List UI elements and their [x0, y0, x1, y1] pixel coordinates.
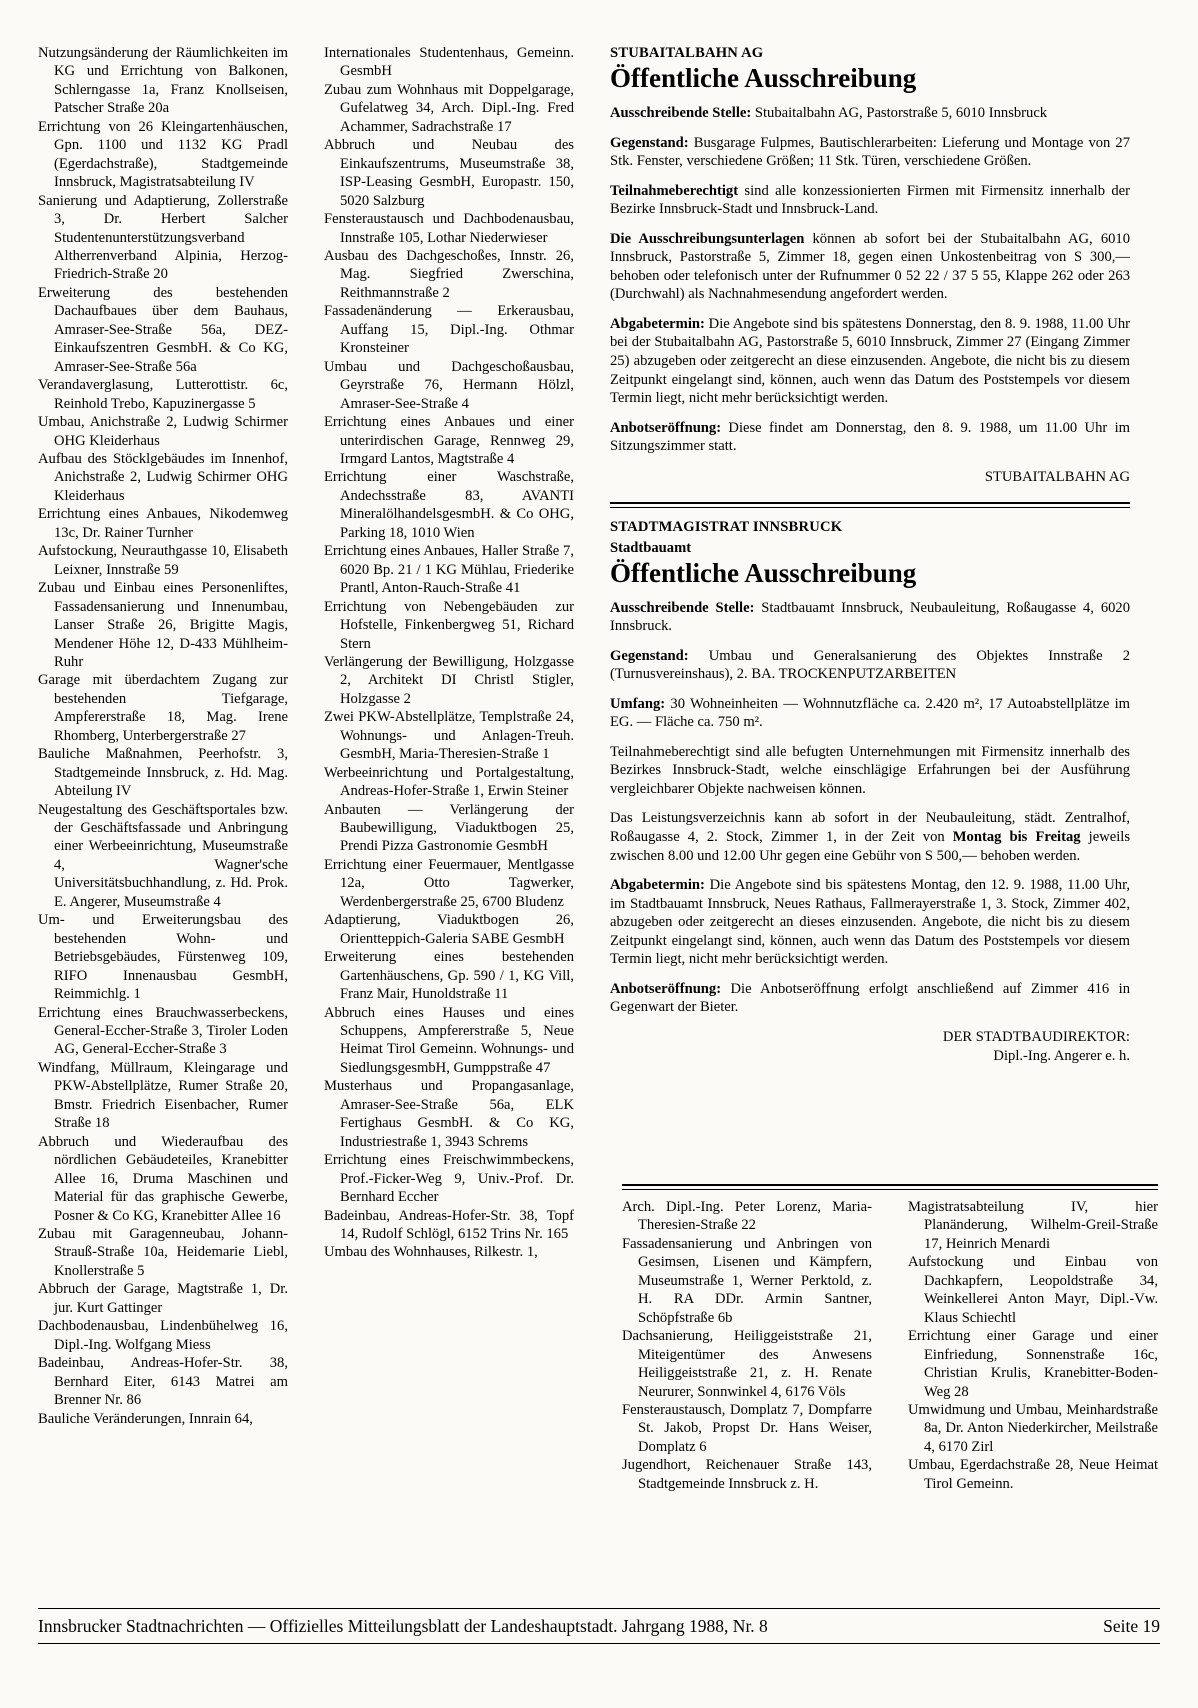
signature-line: DER STADTBAUDIREKTOR:	[942, 1028, 1130, 1045]
list-item: Zubau zum Wohnhaus mit Doppelgarage, Gufelatweg 34, Arch. Dipl.-Ing. Fred Achammer, Sadrachstraße 17	[324, 81, 574, 135]
footer-rule-bottom	[38, 1643, 1160, 1644]
list-item: Zwei PKW-Abstellplätze, Templstraße 24, Wohnungs- und Anlagen-Treuh. GesmbH, Maria-Theresien-Straße 1	[324, 709, 574, 763]
list-item: Abbruch der Garage, Magtstraße 1, Dr. jur. Kurt Gattinger	[38, 1281, 288, 1316]
list-item: Anbauten — Verlängerung der Baubewilligung, Viaduktbogen 25, Prendi Pizza Gastronomie GesmbH	[324, 801, 574, 855]
list-item: Verlängerung der Bewilligung, Holzgasse 2, Architekt DI Christl Stigler, Holzgasse 2	[324, 653, 574, 707]
list-item: Errichtung von 26 Kleingartenhäuschen, Gpn. 1100 und 1132 KG Pradl (Egerdachstraße), Stadtgemeinde Innsbruck, Magistratsabteilung IV	[38, 118, 288, 191]
para-label: Gegenstand:	[610, 134, 689, 151]
para-text: Stubaitalbahn AG, Pastorstraße 5, 6010 Innsbruck	[751, 105, 1048, 122]
list-item: Zubau und Einbau eines Personenliftes, Fassadensanierung und Innenumbau, Lanser Straße 26, Brigitte Magis, Mendener Höhe 12, D-433 Mühlheim-Ruhr	[38, 580, 288, 670]
list-item: Errichtung eines Anbaues, Nikodemweg 13c, Dr. Rainer Turnher	[38, 506, 288, 541]
para-text: Stadtbauamt Innsbruck, Neubauleitung, Roßaugasse 4, 6020 Innsbruck.	[610, 599, 1131, 635]
list-item: Zubau mit Garagenneubau, Johann-Strauß-Straße 10a, Heidemarie Liebl, Knollerstraße 5	[38, 1226, 288, 1279]
notice-paragraph	[610, 876, 1130, 969]
list-item: Errichtung eines Brauchwasserbeckens, General-Eccher-Straße 3, Tiroler Loden AG, General-Eccher-Straße 3	[38, 1004, 288, 1058]
para-label: Abgabetermin:	[610, 877, 705, 894]
page-footer	[38, 1608, 1160, 1644]
notice-paragraph	[610, 743, 1130, 799]
list-item: Aufstockung und Einbau von Dachkapfern, Leopoldstraße 34, Weinkellerei Anton Mayr, Dipl.-Vw. Klaus Schiechtl	[908, 1254, 1158, 1326]
list-item: Umbau und Dachgeschoßausbau, Geyrstraße 76, Hermann Hölzl, Amraser-See-Straße 4	[324, 358, 574, 412]
list-item: Errichtung eines Freischwimmbeckens, Prof.-Ficker-Weg 9, Univ.-Prof. Dr. Bernhard Eccher	[324, 1152, 574, 1206]
notice-org-name: STUBAITALBAHN AG	[610, 45, 764, 61]
list-item: Abbruch eines Hauses und eines Schuppens, Ampfererstraße 5, Neue Heimat Tirol Gemeinn. Wohnungs- und SiedlungsgesmbH, Gumppstraße 47	[324, 1004, 574, 1076]
list-item: Windfang, Müllraum, Kleingarage und PKW-Abstellplätze, Rumer Straße 20, Bmstr. Friedrich Eisenbacher, Rumer Straße 18	[38, 1059, 288, 1132]
list-item: Umwidmung und Umbau, Meinhardstraße 8a, Dr. Anton Niederkircher, Meilstraße 4, 6170 Zirl	[908, 1401, 1158, 1455]
notice-stubaitalbahn	[610, 44, 1130, 486]
notice-paragraph	[610, 695, 1130, 732]
notice-paragraph	[610, 134, 1130, 171]
para-label: Abgabetermin:	[610, 315, 705, 332]
section-divider	[622, 1184, 1158, 1190]
footer-row	[38, 1616, 1160, 1643]
list-item: Errichtung einer Feuermauer, Mentlgasse 12a, Otto Tagwerker, Werdenbergerstraße 25, 6700 Bludenz	[324, 856, 574, 910]
list-item: Erweiterung des bestehenden Dachaufbaues über dem Bauhaus, Amraser-See-Straße 56a, DEZ-Einkaufszentren GesmbH. & Co KG, Amraser-See-Straße 56a	[38, 284, 288, 375]
list-item: Neugestaltung des Geschäftsportales bzw. der Geschäftsfassade und Anbringung einer Werbeeinrichtung, Museumstraße 4, Wagner'sche Universitätsbuchhandlung, z. Hd. Prok. E. Angerer, Museumstraße 4	[38, 801, 288, 910]
list-item: Umbau des Wohnhauses, Rilkestr. 1,	[324, 1244, 538, 1261]
notice-signature-block	[610, 1028, 1130, 1066]
list-item: Erweiterung eines bestehenden Gartenhäuschens, Gp. 590 / 1, KG Vill, Franz Mair, Hunoldstraße 11	[324, 949, 574, 1003]
list-item: Aufstockung, Neurauthgasse 10, Elisabeth Leixner, Innstraße 59	[38, 543, 288, 578]
notice-paragraph	[610, 182, 1130, 219]
list-item: Errichtung einer Waschstraße, Andechsstraße 83, AVANTI MineralölhandelsgesmbH. & Co OHG, Parking 18, 1010 Wien	[324, 469, 574, 541]
list-item: Magistratsabteilung IV, hier Planänderung, Wilhelm-Greil-Straße 17, Heinrich Menardi	[908, 1199, 1158, 1252]
list-item: Errichtung von Nebengebäuden zur Hofstelle, Finkenbergweg 51, Richard Stern	[324, 598, 574, 652]
para-label: Anbotseröffnung:	[610, 980, 722, 997]
list-item: Dachsanierung, Heiliggeiststraße 21, Miteigentümer des Anwesens Heiliggeiststraße 21, z. H. Renate Neururer, Sonnwinkel 4, 6176 Völs	[622, 1328, 872, 1400]
footer-rule-top	[38, 1608, 1160, 1609]
para-label: Die Ausschreibungsunterlagen	[610, 230, 805, 247]
bottom-spacer	[38, 1198, 574, 1493]
para-label: Umfang:	[610, 695, 666, 712]
notice-paragraph	[610, 647, 1130, 684]
list-item: Abbruch und Wiederaufbau des nördlichen Gebäudeteiles, Kranebitter Allee 16, Druma Maschinen und Material für das graphische Gewerbe, Posner & Co KG, Kranebitter Allee 16	[38, 1133, 288, 1224]
para-text: Teilnahmeberechtigt sind alle befugten Unternehmungen mit Firmensitz innerhalb des Bezirkes Innsbruck-Stadt, welche einschlägige Erfahrungen bei der Ausführung vergleichbarer Objekte nachweisen können.	[610, 743, 1130, 797]
para-label: Teilnahmeberechtigt	[610, 182, 739, 199]
list-item: Aufbau des Stöcklgebäudes im Innenhof, Anichstraße 2, Ludwig Schirmer OHG Kleiderhaus	[38, 450, 288, 504]
para-text: sind alle konzessionierten Firmen mit Firmensitz innerhalb der Bezirke Innsbruck-Stadt und Innsbruck-Land.	[610, 182, 1130, 218]
notice-paragraph	[610, 419, 1130, 456]
list-item: Musterhaus und Propangasanlage, Amraser-See-Straße 56a, ELK Fertighaus GesmbH. & Co KG, Industriestraße 1, 3943 Schrems	[324, 1078, 574, 1150]
list-item: Umbau, Egerdachstraße 28, Neue Heimat Tirol Gemeinn.	[908, 1457, 1158, 1492]
list-item: Errichtung eines Anbaues, Haller Straße 7, 6020 Bp. 21 / 1 KG Mühlau, Friederike Prantl, Anton-Rauch-Straße 41	[324, 543, 574, 597]
list-item: Arch. Dipl.-Ing. Peter Lorenz, Maria-Theresien-Straße 22	[622, 1199, 872, 1234]
notice-stadtmagistrat	[610, 518, 1130, 1066]
text-column-4	[908, 1198, 1158, 1493]
para-label: Anbotseröffnung:	[610, 419, 722, 436]
list-item: Abbruch und Neubau des Einkaufszentrums, Museumstraße 38, ISP-Leasing GesmbH, Europastr. 150, 5020 Salzburg	[324, 137, 574, 209]
text-column-3	[622, 1198, 872, 1493]
list-item: Errichtung einer Garage und einer Einfriedung, Sonnenstraße 16c, Christian Krulis, Kranebitter-Boden-Weg 28	[908, 1328, 1158, 1400]
bottom-section	[38, 1184, 1158, 1493]
list-item: Badeinbau, Andreas-Hofer-Str. 38, Topf 14, Rudolf Schlögl, 6152 Trins Nr. 165	[324, 1207, 574, 1242]
para-text: Die Anbotseröffnung erfolgt anschließend auf Zimmer 416 in Gegenwart der Bieter.	[610, 980, 1130, 1016]
list-item: Fensteraustausch und Dachbodenausbau, Innstraße 105, Lothar Niederwieser	[324, 211, 574, 246]
para-label: Ausschreibende Stelle:	[610, 105, 752, 122]
page-number: Seite 19	[1103, 1616, 1160, 1636]
para-text: Die Angebote sind bis spätestens Donnerstag, den 8. 9. 1988, 11.00 Uhr bei der Stubaitalbahn AG, Pastorstraße 5, 6010 Innsbruck, Zimmer 27 (Eingang Zimmer 25) abzugeben oder zeitgerecht an diese einzusenden. Angebote, die nicht bis zu diesem Zeitpunkt eingelangt sind, können, auch wenn das Datum des Poststempels vor diesem Termin liegt, nicht mehr berücksichtigt werden.	[610, 315, 1130, 407]
list-item: Adaptierung, Viaduktbogen 26, Orientteppich-Galeria SABE GesmbH	[324, 912, 574, 947]
para-text-html: Das Leistungsverzeichnis kann ab sofort in der Neubauleitung, städt. Zentralhof, Roßaugasse 4, 2. Stock, Zimmer 1, in der Zeit von Montag bis Freitag jeweils zwischen 8.00 und 12.00 Uhr gegen eine Gebühr von S 500,— behoben werden.	[610, 810, 1130, 864]
list-item: Um- und Erweiterungsbau des bestehenden Wohn- und Betriebsgebäudes, Fürstenweg 109, RIFO Innenausbau GesmbH, Reimmichlg. 1	[38, 912, 288, 1003]
list-item: Bauliche Maßnahmen, Peerhofstr. 3, Stadtgemeinde Innsbruck, z. Hd. Mag. Abteilung IV	[38, 746, 288, 800]
notice-title: Öffentliche Ausschreibung	[610, 63, 917, 94]
list-item: Nutzungsänderung der Räumlichkeiten im KG und Errichtung von Balkonen, Schlerngasse 1a, Franz Knollseisen, Patscher Straße 20a	[38, 45, 288, 117]
notice-paragraph	[610, 980, 1130, 1017]
list-item: Garage mit überdachtem Zugang zur bestehenden Tiefgarage, Ampfererstraße 18, Mag. Irene Rhomberg, Unterbergerstraße 27	[38, 672, 288, 744]
para-text: können ab sofort bei der Stubaitalbahn AG, 6010 Innsbruck, Pastorstraße 5, Zimmer 18, gegen einen Unkostenbeitrag von S 300,— behoben oder telefonisch unter der Rufnummer 0 52 22 / 37 5 55, Klappe 262 oder 263 (Durchwahl) als Nachnahmesendung angefordert werden.	[610, 230, 1131, 303]
para-text: Umbau und Generalsanierung des Objektes Innstraße 2 (Turnusvereinshaus), 2. BA. TROCKENPUTZARBEITEN	[610, 647, 1130, 683]
list-item: Fassadensanierung und Anbringen von Gesimsen, Lisenen und Kämpfern, Museumstraße 1, Werner Perktold, z. H. RA DDr. Armin Santner, Schöpfstraße 6b	[622, 1235, 872, 1326]
bottom-column-layout	[38, 1198, 1158, 1493]
footer-publication: Innsbrucker Stadtnachrichten — Offizielles Mitteilungsblatt der Landeshauptstadt. Jahrgang 1988, Nr. 8	[38, 1616, 768, 1636]
list-item: Werbeeinrichtung und Portalgestaltung, Andreas-Hofer-Straße 1, Erwin Steiner	[324, 764, 574, 800]
notice-signature: STUBAITALBAHN AG	[984, 468, 1130, 485]
list-item: Internationales Studentenhaus, Gemeinn. GesmbH	[324, 45, 574, 80]
notice-org-name: STADTMAGISTRAT INNSBRUCK	[610, 519, 843, 536]
signature-line: Dipl.-Ing. Angerer e. h.	[993, 1047, 1130, 1064]
para-label: Ausschreibende Stelle:	[610, 599, 755, 616]
notice-paragraph	[610, 104, 1130, 123]
list-item: Dachbodenausbau, Lindenbühelweg 16, Dipl.-Ing. Wolfgang Miess	[38, 1318, 288, 1353]
notice-paragraph	[610, 230, 1130, 304]
para-text: Die Angebote sind bis spätestens Montag, den 12. 9. 1988, 11.00 Uhr, im Stadtbauamt Innsbruck, Neues Rathaus, Fallmerayerstraße 1, 3. Stock, Zimmer 402, abzugeben oder zeitgerecht an dieses einzusenden. Angebote, die nicht bis zu diesem Zeitpunkt eingelangt sind, können, auch wenn das Datum des Poststempels vor diesem Termin liegt, nicht mehr berücksichtigt werden.	[610, 877, 1130, 968]
notice-paragraph	[610, 599, 1130, 636]
notice-org-sub: Stadtbauamt	[610, 539, 692, 556]
list-item: Verandaverglasung, Lutterottistr. 6c, Reinhold Trebo, Kapuzinergasse 5	[38, 377, 288, 412]
para-label: Gegenstand:	[610, 647, 689, 664]
notice-paragraph	[610, 315, 1130, 408]
list-item: Ausbau des Dachgeschoßes, Innstr. 26, Mag. Siegfried Zwerschina, Reithmannstraße 2	[324, 247, 574, 301]
para-text: Diese findet am Donnerstag, den 8. 9. 1988, um 11.00 Uhr im Sitzungszimmer statt.	[610, 419, 1130, 455]
list-item: Fensteraustausch, Domplatz 7, Dompfarre St. Jakob, Propst Dr. Hans Weiser, Domplatz 6	[622, 1401, 872, 1455]
list-item: Badeinbau, Andreas-Hofer-Str. 38, Bernhard Eiter, 6143 Matrei am Brenner Nr. 86	[38, 1355, 288, 1409]
notice-title: Öffentliche Ausschreibung	[610, 558, 917, 588]
notice-paragraph	[610, 809, 1130, 865]
list-item: Sanierung und Adaptierung, Zollerstraße 3, Dr. Herbert Salcher Studentenunterstützungsverband Altherrenverband Alpinia, Herzog-Friedrich-Straße 20	[38, 192, 288, 283]
list-item: Fassadenänderung — Erkerausbau, Auffang 15, Dipl.-Ing. Othmar Kronsteiner	[324, 303, 574, 357]
list-item: Umbau, Anichstraße 2, Ludwig Schirmer OHG Kleiderhaus	[38, 414, 288, 449]
para-text: Busgarage Fulpmes, Bautischlerarbeiten: Lieferung und Montage von 27 Stk. Fenster, verschiedene Größen; 11 Stk. Türen, verschiedene Größen.	[610, 134, 1130, 170]
list-item: Errichtung eines Anbaues und einer unterirdischen Garage, Rennweg 29, Irmgard Lantos, Magtstraße 4	[324, 414, 574, 467]
list-item: Jugendhort, Reichenauer Straße 143, Stadtgemeinde Innsbruck z. H.	[622, 1457, 872, 1492]
para-text: 30 Wohneinheiten — Wohnnutzfläche ca. 2.420 m², 17 Autoabstellplätze im EG. — Fläche ca. 750 m².	[610, 695, 1130, 731]
section-divider	[610, 502, 1130, 508]
list-item: Bauliche Veränderungen, Innrain 64,	[38, 1410, 253, 1427]
